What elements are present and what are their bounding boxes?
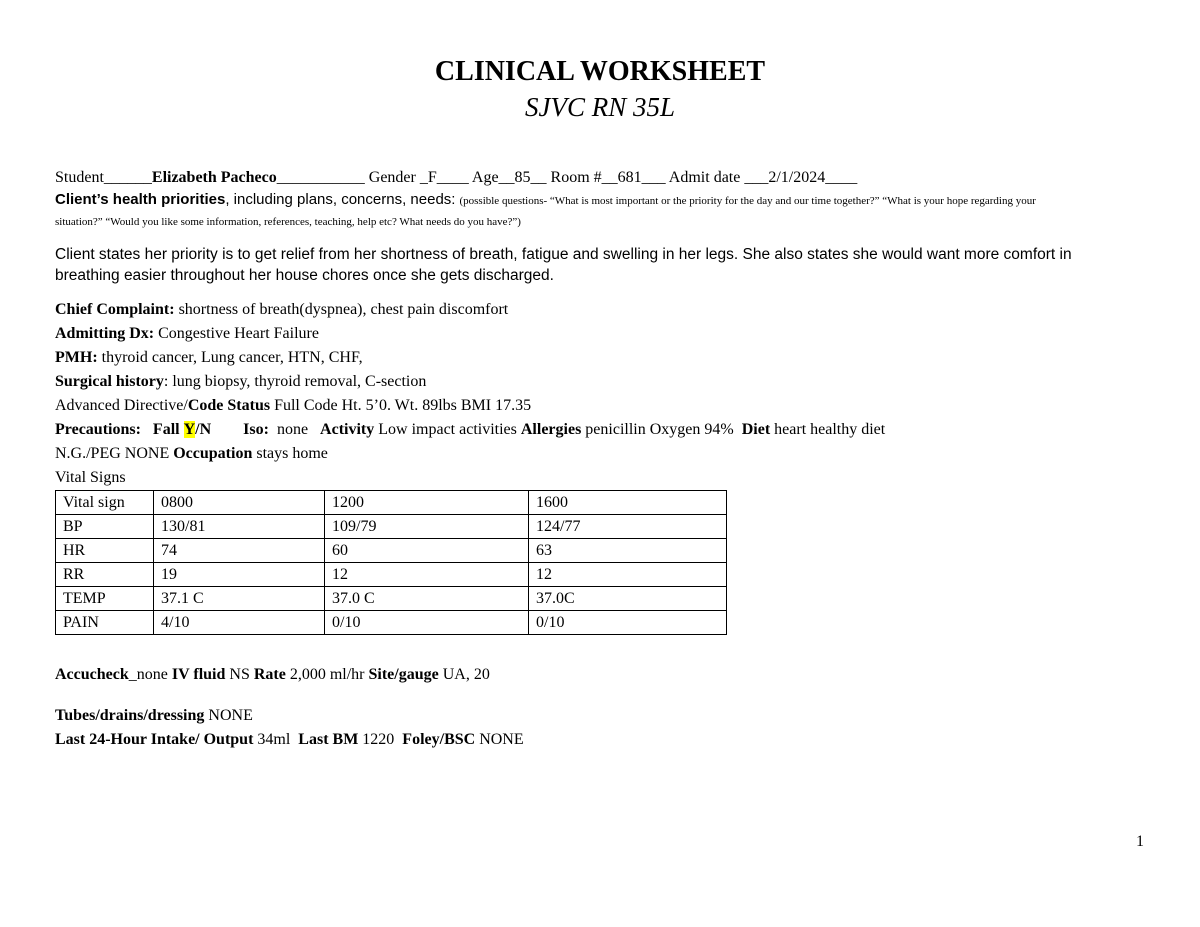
iv-fluid-label: IV fluid xyxy=(171,666,226,683)
ng-peg-line xyxy=(55,444,328,464)
fall-no: /N xyxy=(195,421,212,438)
site-gauge-value: UA, 20 xyxy=(442,666,490,683)
iv-fluid-value: NS xyxy=(229,666,250,683)
table-cell: 63 xyxy=(529,539,727,563)
table-header-cell: 1600 xyxy=(529,491,727,515)
table-cell: BP xyxy=(56,515,154,539)
ng-peg-label: N.G./PEG xyxy=(55,445,121,462)
precautions-line xyxy=(55,420,885,440)
code-status-line xyxy=(55,396,531,416)
table-cell: 109/79 xyxy=(325,515,529,539)
table-cell: 37.0C xyxy=(529,587,727,611)
chief-complaint-value: shortness of breath(dyspnea), chest pain discomfort xyxy=(178,301,509,318)
room-value: 681 xyxy=(617,169,642,186)
surgical-history-line xyxy=(55,372,426,392)
table-cell: 0/10 xyxy=(325,611,529,635)
allergies-label: Allergies xyxy=(520,421,582,438)
intake-output-label: Last 24-Hour Intake/ Output xyxy=(55,731,254,748)
foley-label: Foley/BSC xyxy=(402,731,476,748)
table-cell: HR xyxy=(56,539,154,563)
surgical-history-label: Surgical history xyxy=(55,373,164,390)
accucheck-value: _none xyxy=(128,666,168,683)
admit-date-value: 2/1/2024 xyxy=(768,169,826,186)
admit-date-label: Admit date xyxy=(668,169,741,186)
table-cell: RR xyxy=(56,563,154,587)
table-header-cell: Vital sign xyxy=(56,491,154,515)
table-cell: 60 xyxy=(325,539,529,563)
table-header-row xyxy=(56,491,727,515)
fall-label: Fall xyxy=(152,421,180,438)
foley-value: NONE xyxy=(479,731,524,748)
code-status-value: Full Code Ht. 5’0. Wt. 89lbs BMI 17.35 xyxy=(274,397,532,414)
diet-label: Diet xyxy=(741,421,771,438)
gender-label: Gender xyxy=(368,169,416,186)
table-cell: 37.1 C xyxy=(154,587,325,611)
table-cell: 19 xyxy=(154,563,325,587)
age-value: 85 xyxy=(514,169,531,186)
table-cell: 12 xyxy=(529,563,727,587)
priorities-label: Client’s health priorities xyxy=(55,191,226,208)
rate-value: 2,000 ml/hr xyxy=(289,666,365,683)
table-row xyxy=(56,611,727,635)
table-cell: 37.0 C xyxy=(325,587,529,611)
occupation-label: Occupation xyxy=(173,445,253,462)
allergies-value: penicillin Oxygen 94% xyxy=(585,421,734,438)
table-row xyxy=(56,587,727,611)
page-subtitle: SJVC RN 35L xyxy=(524,92,675,122)
room-label: Room # xyxy=(550,169,602,186)
priorities-statement-line1: Client states her priority is to get relief from her shortness of breath, fatigue and swelling in her legs. She also states she would want more comfort in xyxy=(55,246,1072,263)
accucheck-label: Accucheck xyxy=(55,666,129,683)
pmh-value: thyroid cancer, Lung cancer, HTN, CHF, xyxy=(101,349,363,366)
rate-label: Rate xyxy=(253,666,286,683)
surgical-history-value: : lung biopsy, thyroid removal, C-section xyxy=(163,373,427,390)
admitting-dx-label: Admitting Dx: xyxy=(55,325,155,342)
priorities-statement-line2: breathing easier throughout her house chores once she gets discharged. xyxy=(55,267,554,284)
tubes-value: NONE xyxy=(208,707,253,724)
pmh-line xyxy=(55,348,363,368)
page-number: 1 xyxy=(1136,833,1144,850)
table-cell: 12 xyxy=(325,563,529,587)
priorities-hint-line2: situation?” “Would you like some information, references, teaching, help etc? What needs do you have?”) xyxy=(55,216,521,228)
advanced-directive-label: Advanced Directive/ xyxy=(55,397,188,414)
occupation-value: stays home xyxy=(256,445,328,462)
vital-signs-table xyxy=(55,490,727,635)
table-cell: 124/77 xyxy=(529,515,727,539)
iso-value: none xyxy=(276,421,309,438)
ng-peg-value: NONE xyxy=(124,445,170,462)
student-info-line: Student______Elizabeth Pacheco___________ Gender _F____ Age__85__ Room #__681___ Admit date ___2/1/2024____ xyxy=(55,169,858,186)
table-cell: 130/81 xyxy=(154,515,325,539)
intake-output-line xyxy=(55,730,524,750)
table-cell: 0/10 xyxy=(529,611,727,635)
table-cell: 4/10 xyxy=(154,611,325,635)
activity-label: Activity xyxy=(320,421,375,438)
table-cell: 74 xyxy=(154,539,325,563)
chief-complaint-label: Chief Complaint: xyxy=(55,301,175,318)
student-name: Elizabeth Pacheco xyxy=(151,169,277,186)
tubes-line xyxy=(55,706,253,726)
priorities-hint: (possible questions- “What is most important or the priority for the day and our time together?” “What is your hope regarding your xyxy=(459,195,1036,207)
last-bm-value: 1220 xyxy=(362,731,395,748)
table-row xyxy=(56,563,727,587)
table-cell: TEMP xyxy=(56,587,154,611)
priorities-statement xyxy=(55,244,1145,286)
vital-signs-label: Vital Signs xyxy=(55,469,126,486)
iso-label: Iso: xyxy=(243,421,269,438)
table-row xyxy=(56,515,727,539)
student-label: Student xyxy=(55,169,104,186)
site-gauge-label: Site/gauge xyxy=(368,666,439,683)
priorities-heading xyxy=(55,190,1036,211)
chief-complaint-line xyxy=(55,300,508,320)
code-status-label: Code Status xyxy=(187,397,271,414)
fall-yes-highlight: Y xyxy=(183,421,196,438)
intake-output-value: 34ml xyxy=(257,731,291,748)
diet-value: heart healthy diet xyxy=(774,421,886,438)
pmh-label: PMH: xyxy=(55,349,98,366)
table-header-cell: 0800 xyxy=(154,491,325,515)
table-row xyxy=(56,539,727,563)
gender-value: F xyxy=(427,169,437,186)
table-header-cell: 1200 xyxy=(325,491,529,515)
admitting-dx-value: Congestive Heart Failure xyxy=(158,325,319,342)
iv-fluid-line xyxy=(55,665,490,685)
activity-value: Low impact activities xyxy=(378,421,517,438)
tubes-label: Tubes/drains/dressing xyxy=(55,707,205,724)
priorities-label-rest: , including plans, concerns, needs: xyxy=(225,191,456,208)
precautions-label: Precautions: xyxy=(55,421,141,438)
admitting-dx-line xyxy=(55,324,319,344)
last-bm-label: Last BM xyxy=(298,731,359,748)
page-title: CLINICAL WORKSHEET xyxy=(434,56,766,87)
age-label: Age xyxy=(471,169,499,186)
table-cell: PAIN xyxy=(56,611,154,635)
